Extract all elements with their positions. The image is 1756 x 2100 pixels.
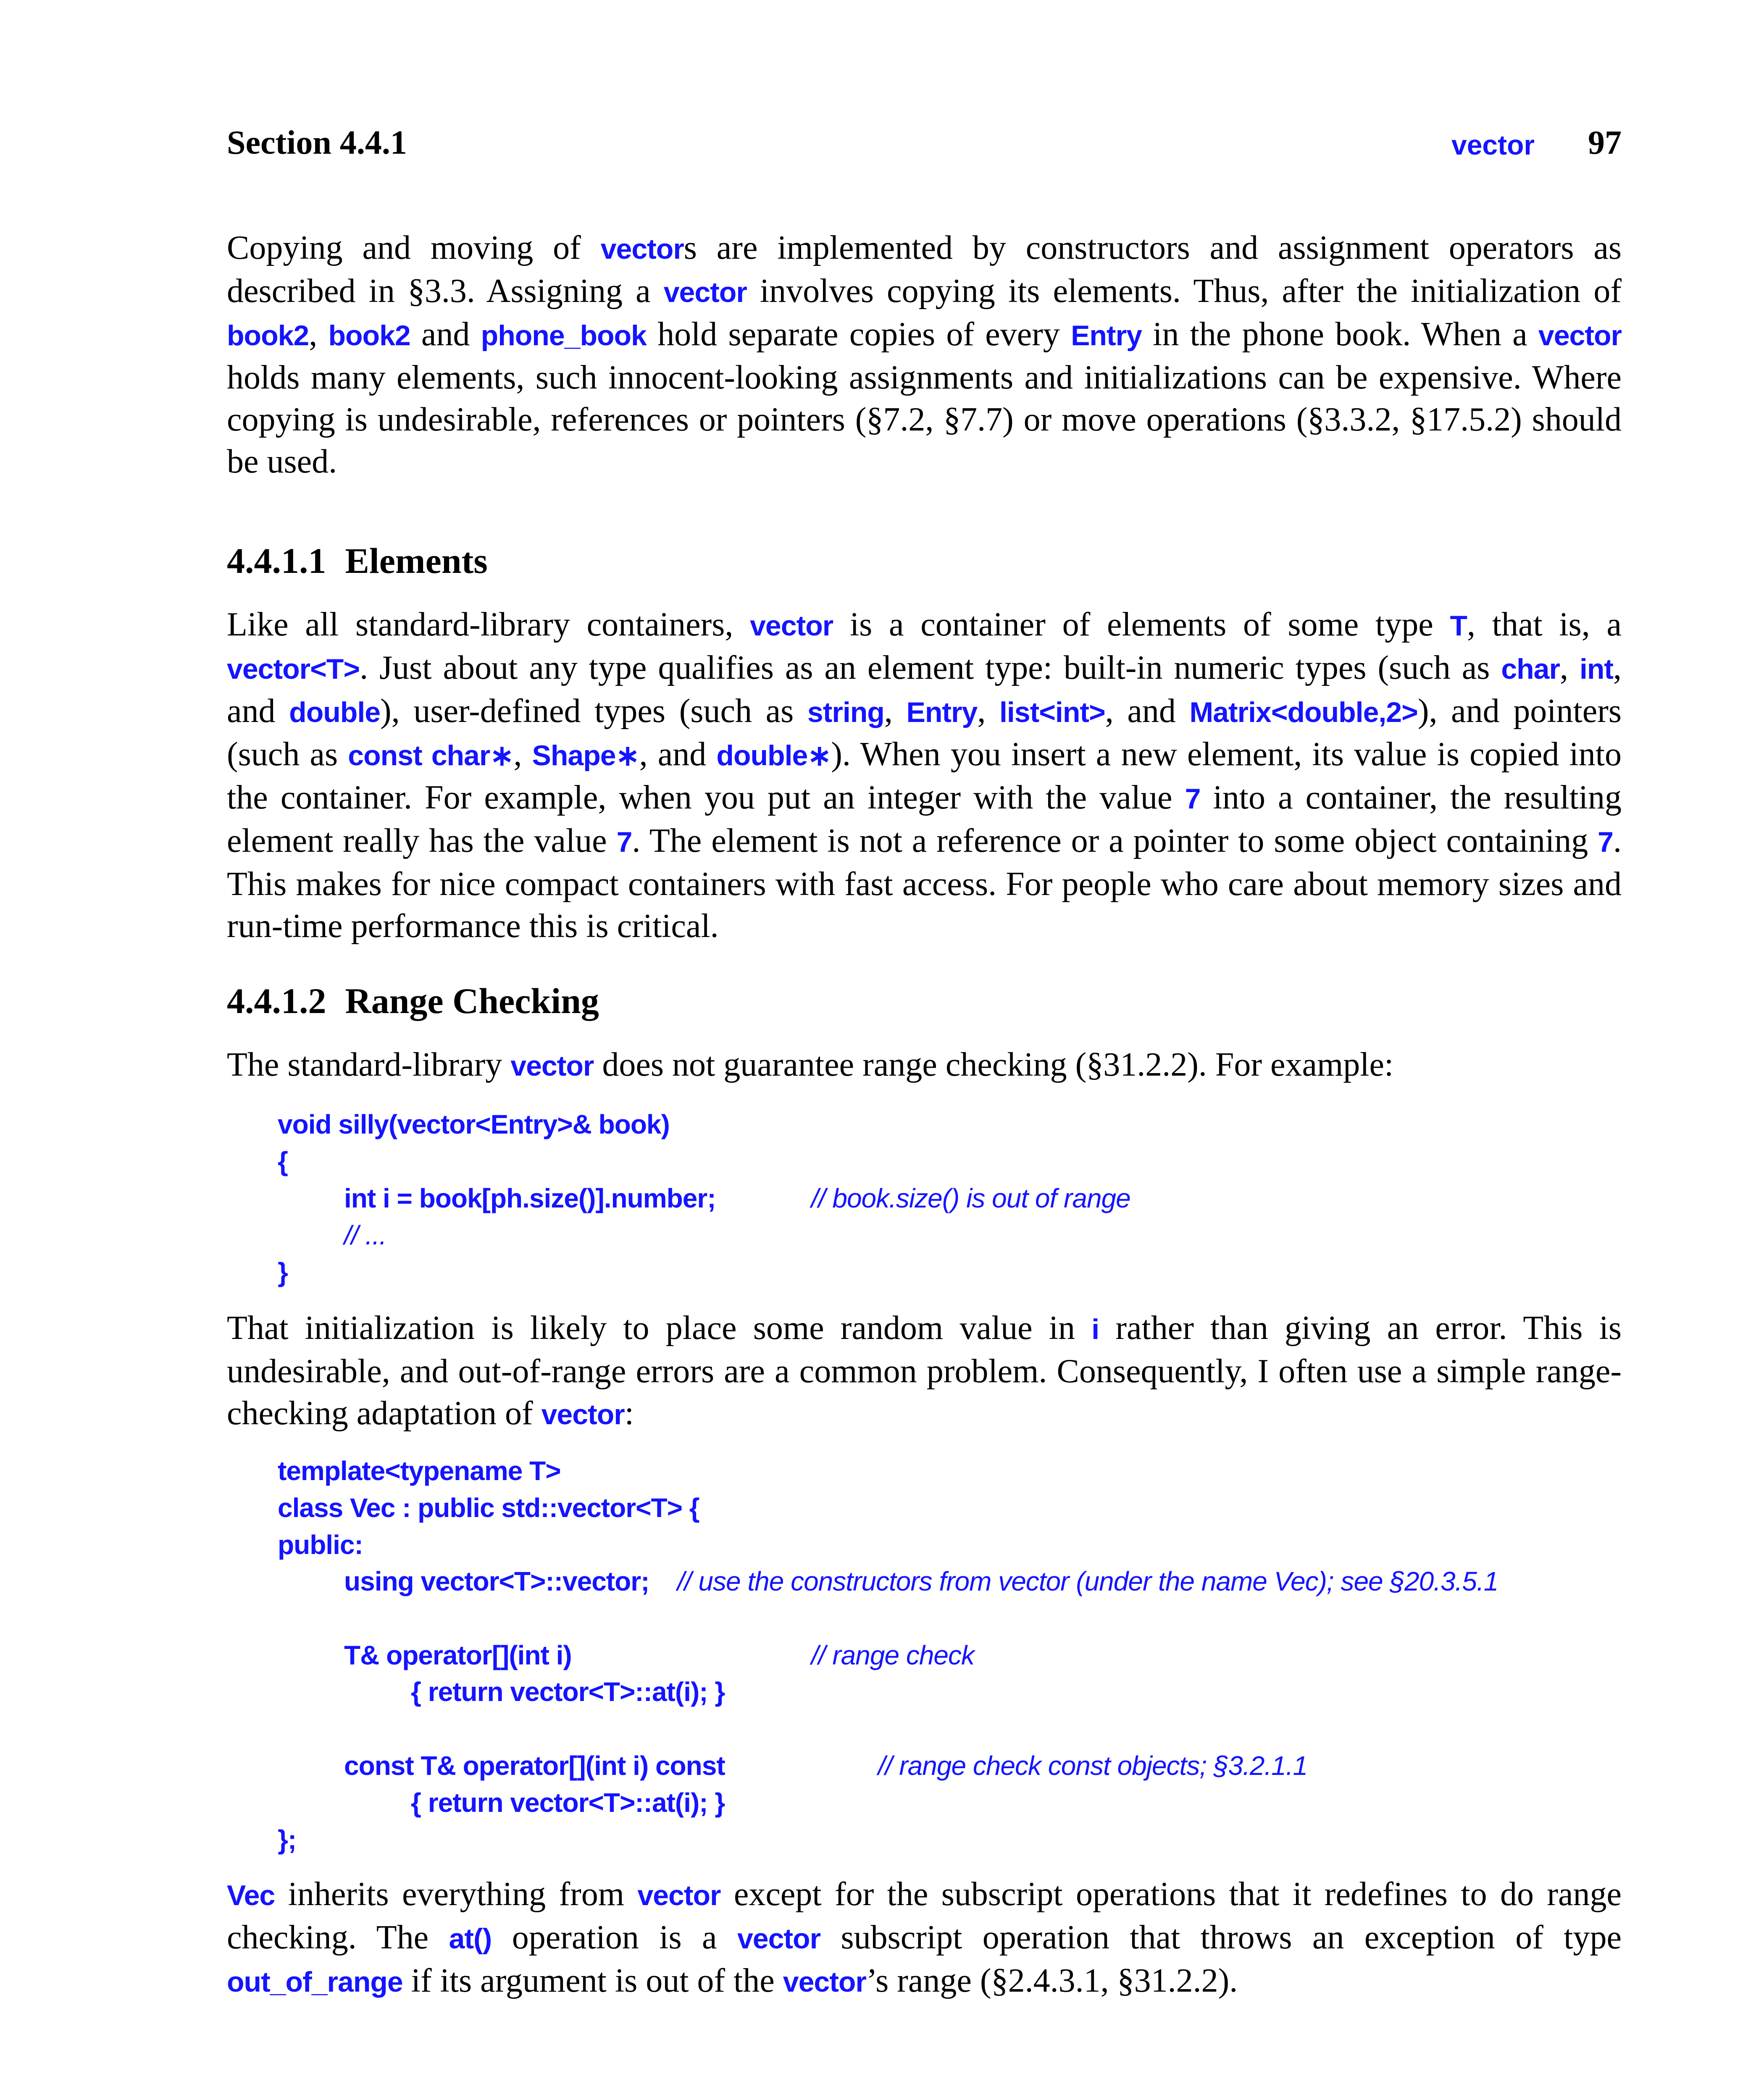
text-run: , and (1105, 693, 1190, 730)
inline-code: vector (1538, 320, 1622, 352)
code-line: { return vector<T>::at(i); } (411, 1788, 725, 1818)
text-run: Like all standard-library containers, (227, 606, 750, 643)
paragraph-copying (227, 227, 1622, 483)
code-line: template<typename T> (278, 1456, 561, 1486)
inline-code: vector (750, 610, 833, 642)
inline-code: string (807, 696, 884, 728)
text-run: , and (227, 649, 1622, 730)
text-run: , that is, a (1467, 606, 1622, 643)
text-run: and (410, 316, 481, 353)
text-run: . The element is not a reference or a pointer to some object containing (632, 822, 1598, 859)
code-line: { (278, 1146, 288, 1176)
code-line: T& operator[](int i) (344, 1640, 572, 1670)
code-comment: // ... (344, 1220, 386, 1250)
inline-code: vector (637, 1880, 721, 1911)
running-header-section: Section 4.4.1 (227, 124, 407, 161)
text-run: into a container, the resulting element really has the value (227, 779, 1622, 859)
text-run: in the phone book. When a (1141, 316, 1538, 353)
text-run: ’s range (§2.4.3.1, §31.2.2). (866, 1962, 1238, 1999)
text-run: holds many elements, such innocent-looking assignments and initializations can be expensive. Where copying is undesirable, references or pointers (§7.2, §7.7) or move operations (§3.3.2, §17.5.2) should be used. (227, 359, 1622, 480)
text-run: ), and pointers (such as (227, 693, 1622, 773)
inline-code: i (1091, 1313, 1099, 1345)
text-run: involves copying its elements. Thus, after the initialization of (747, 273, 1622, 310)
text-run: The standard-library (227, 1046, 511, 1083)
text-run: , (513, 736, 532, 773)
inline-code: 7 (1185, 783, 1201, 815)
inline-code: double (289, 696, 381, 728)
inline-code: book2 (227, 320, 309, 352)
code-comment: // range check (811, 1640, 974, 1670)
inline-code: Matrix<double,2> (1189, 696, 1418, 728)
text-run: operation is a (492, 1919, 737, 1956)
code-line: class Vec : public std::vector<T> { (278, 1493, 699, 1523)
text-run: is a container of elements of some type (833, 606, 1450, 643)
text-run: if its argument is out of the (402, 1962, 783, 1999)
text-run: ). When you insert a new element, its value is copied into the container. For example, when you put an integer with the value (227, 736, 1622, 816)
code-line: const T& operator[](int i) const (344, 1751, 725, 1781)
code-comment: // use the constructors from vector (under the name Vec); see §20.3.5.1 (677, 1566, 1498, 1596)
paragraph-initialization (227, 1307, 1622, 1436)
paragraph-elements (227, 604, 1622, 947)
text-run: , (884, 693, 907, 730)
paragraph-range-intro (227, 1044, 1622, 1087)
inline-code: Vec (227, 1880, 275, 1911)
heading-range-checking (227, 980, 599, 1022)
code-line: { return vector<T>::at(i); } (411, 1677, 725, 1707)
inline-code: list<int> (999, 696, 1105, 728)
inline-code: Entry (1071, 320, 1142, 352)
inline-code: vector (600, 233, 684, 265)
text-run: s are implemented by constructors and assignment operators as described in §3.3. Assigning a (227, 229, 1622, 310)
inline-code: 7 (1598, 826, 1613, 858)
text-run: , (309, 316, 329, 353)
code-line: } (278, 1257, 288, 1287)
inline-code: phone_book (481, 320, 647, 352)
heading-title: Elements (345, 541, 488, 581)
inline-code: Entry (906, 696, 978, 728)
inline-code: Shape∗ (532, 740, 639, 772)
text-run: Copying and moving of (227, 229, 601, 266)
text-run: . Just about any type qualifies as an element type: built-in numeric types (such as (360, 649, 1501, 686)
inline-code: at() (449, 1923, 492, 1955)
code-comment: // book.size() is out of range (811, 1183, 1130, 1213)
inline-code: vector<T> (227, 653, 360, 685)
paragraph-vec-explanation (227, 1873, 1622, 2003)
inline-code: 7 (616, 826, 632, 858)
text-run: except for the subscript operations that it redefines to do range checking. The (227, 1876, 1622, 1956)
inline-code: vector (737, 1923, 821, 1955)
heading-title: Range Checking (345, 981, 599, 1021)
heading-number: 4.4.1.1 (227, 541, 326, 581)
inline-code: vector (510, 1050, 594, 1082)
inline-code: char (1501, 653, 1560, 685)
text-run: rather than giving an error. This is undesirable, and out-of-range errors are a common problem. Consequently, I often use a simple range-checking adaptation of (227, 1310, 1622, 1432)
text-run: , (977, 693, 999, 730)
running-header-topic: vector (1451, 129, 1535, 160)
text-run: . This makes for nice compact containers with fast access. For people who care about memory sizes and run-time performance this is critical. (227, 822, 1622, 945)
text-run: inherits everything from (275, 1876, 638, 1913)
heading-number: 4.4.1.2 (227, 981, 326, 1021)
inline-code: T (1450, 610, 1467, 642)
code-comment: // range check const objects; §3.2.1.1 (878, 1751, 1308, 1781)
text-run: hold separate copies of every (646, 316, 1071, 353)
code-line: int i = book[ph.size()].number; (344, 1183, 716, 1213)
inline-code: vector (663, 276, 747, 308)
inline-code: book2 (328, 320, 410, 352)
inline-code: double∗ (716, 740, 831, 772)
text-run: : (624, 1395, 634, 1432)
text-run: , (1559, 649, 1580, 686)
code-line: using vector<T>::vector; (344, 1566, 649, 1596)
inline-code: int (1579, 653, 1614, 685)
code-line: }; (278, 1824, 297, 1855)
page-number: 97 (1588, 124, 1622, 161)
inline-code: vector (783, 1966, 866, 1998)
inline-code: out_of_range (227, 1966, 403, 1998)
text-run: ), user-defined types (such as (380, 693, 807, 730)
text-run: , and (639, 736, 717, 773)
inline-code: const char∗ (348, 740, 514, 772)
inline-code: vector (541, 1399, 625, 1431)
heading-elements (227, 540, 488, 582)
text-run: does not guarantee range checking (§31.2.2). For example: (594, 1046, 1394, 1083)
code-line: void silly(vector<Entry>& book) (278, 1109, 670, 1139)
text-run: That initialization is likely to place some random value in (227, 1310, 1092, 1347)
code-line: public: (278, 1530, 363, 1560)
text-run: subscript operation that throws an exception of type (820, 1919, 1622, 1956)
